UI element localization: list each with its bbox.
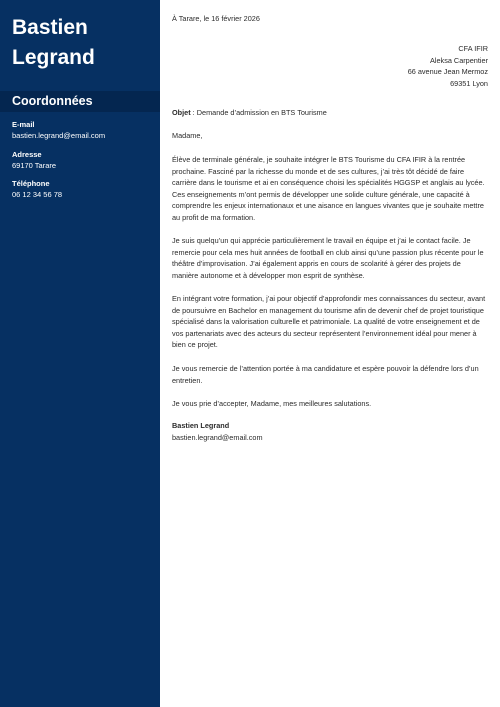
letter-greeting: Madame, (172, 131, 203, 140)
letter-paragraph: Je vous prie d’accepter, Madame, mes meilleures salutations. (172, 399, 372, 408)
address-label: Adresse (12, 150, 42, 159)
signature-email[interactable]: bastien.legrand@email.com (172, 433, 263, 442)
candidate-name (12, 13, 152, 73)
object-label: Objet (172, 108, 191, 117)
phone-value: 06 12 34 56 78 (12, 190, 63, 199)
recipient-org: CFA IFIR (458, 44, 488, 53)
signature-name: Bastien Legrand (172, 421, 230, 430)
sidebar (0, 0, 160, 707)
email-label: E-mail (12, 120, 35, 129)
letter-paragraph: Élève de terminale générale, je souhaite intégrer le BTS Tourisme du CFA IFIR à la rentrée prochaine. Fasciné par la richesse du monde et de ses cultures, j’ai très tôt décidé de faire carrière dans le tourisme et ai en conséquence choisi les spécialités HGGSP et anglais au lycée. Ces enseignements m’ont permis de développer une solide culture générale, une capacité à comprendre les enjeux internationaux et une aisance en langues vivantes que je souhaite mettre au profit de ma formation. (172, 155, 485, 222)
contact-section-title: Coordonnées (12, 94, 93, 108)
recipient-city: 69351 Lyon (450, 78, 488, 88)
address-value: 69170 Tarare (12, 161, 57, 170)
letter-paragraph: Je suis quelqu’un qui apprécie particulièrement le travail en équipe et j’ai le contact facile. Je remercie pour cela mes huit années de football en club ainsi qu’une passion plus récente pour le théâtre d’improvisation. J’ai également appris en cours de scolarité à gérer des projets de manière autonome et à développer mon esprit de synthèse. (172, 236, 484, 280)
letter-date: À Tarare, le 16 février 2026 (172, 14, 260, 23)
recipient-person: Aleksa Carpentier (430, 55, 488, 65)
letter-object (172, 108, 327, 117)
phone-label: Téléphone (12, 179, 50, 188)
letter-paragraph: Je vous remercie de l’attention portée à ma candidature et espère pouvoir la défendre lors d’un entretien. (172, 364, 479, 385)
object-text: : Demande d’admission en BTS Tourisme (190, 108, 327, 117)
recipient-street: 66 avenue Jean Mermoz (407, 67, 488, 76)
last-name: Legrand (12, 46, 95, 69)
email-value[interactable]: bastien.legrand@email.com (12, 131, 106, 140)
letter-paragraph: En intégrant votre formation, j’ai pour objectif d’approfondir mes connaissances du secteur, avant de poursuivre en Bachelor en management du tourisme afin de devenir chef de projet touristique spécialisé dans la valorisation culturelle et patrimoniale. La qualité de votre enseignement et de vos partenariats avec des acteurs du secteur représentent l’environnement idéal pour mener à bien ce projet. (172, 294, 486, 349)
recipient-block (408, 43, 488, 89)
first-name: Bastien (12, 16, 88, 39)
